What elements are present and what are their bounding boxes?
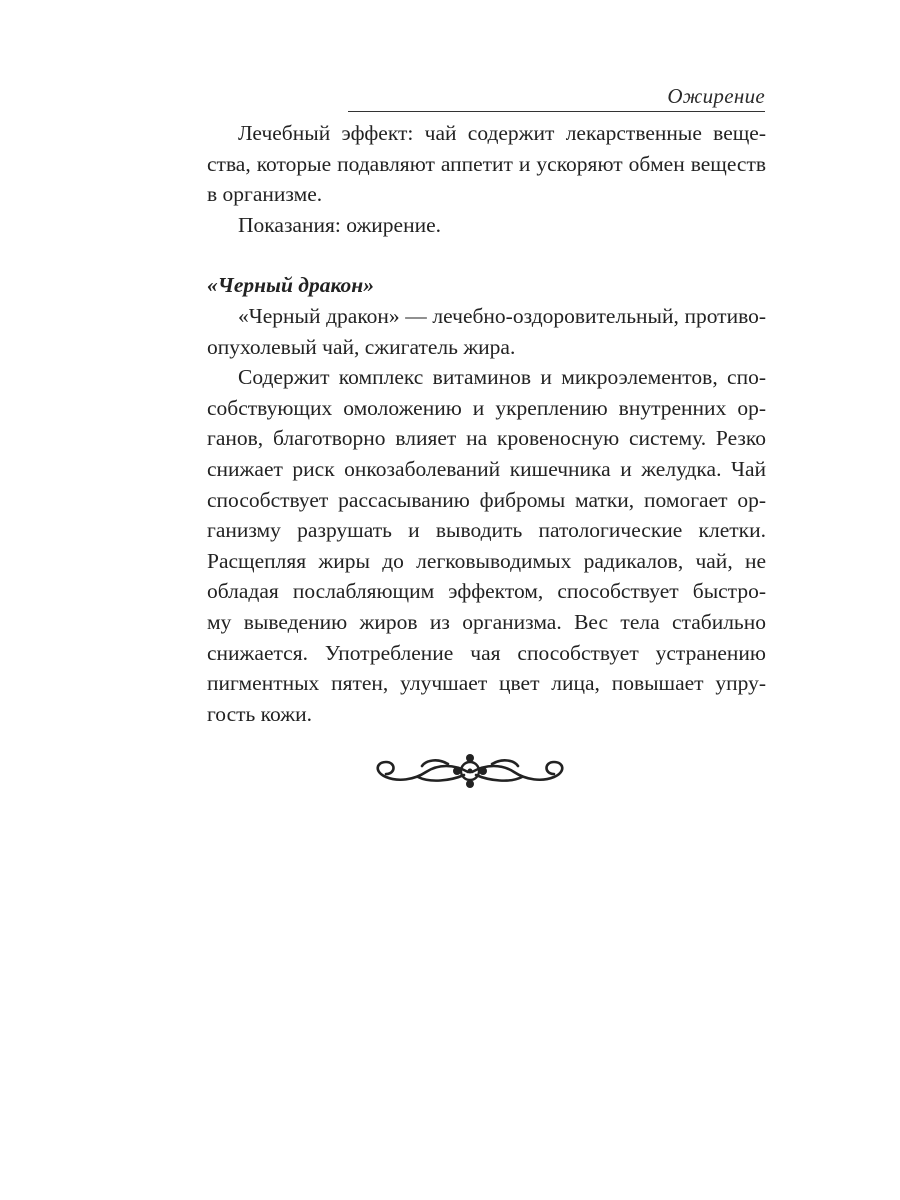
flourish-divider-icon [368, 750, 572, 792]
text-line: «Черный дракон» — лечебно-оздоровительный, противо- [238, 303, 766, 328]
header-rule [348, 111, 765, 112]
text-line: ганизму разрушать и выводить патологические клетки. [207, 518, 766, 543]
text-line: опухолевый чай, сжигатель жира. [207, 334, 516, 359]
text-line: пигментных пятен, улучшает цвет лица, повышает упру- [207, 671, 766, 696]
intro-paragraph [176, 301, 766, 362]
text-line: Расщепляя жиры до легковыводимых радикалов, чай, не [207, 548, 766, 573]
text-line: в организме. [207, 182, 323, 207]
section-spacer [176, 240, 766, 270]
text-line: ганов, благотворно влияет на кровеносную систему. Резко [207, 426, 766, 451]
text-line: снижается. Употребление чая способствует устранению [207, 640, 766, 665]
text-line: му выведению жиров из организма. Вес тела стабильно [207, 609, 766, 634]
effect-paragraph [176, 118, 766, 210]
indications-paragraph [176, 210, 766, 241]
text-line: снижает риск онкозаболеваний кишечника и желудка. Чай [207, 456, 766, 481]
section-title: «Черный дракон» [207, 273, 374, 298]
text-line: обладая послабляющим эффектом, способствует быстро- [207, 579, 766, 604]
page-body [176, 118, 766, 729]
text-line: гость кожи. [207, 701, 312, 726]
text-line: Лечебный эффект: чай содержит лекарственные веще- [238, 121, 766, 145]
text-line: собствующих омоложению и укреплению внутренних ор- [207, 395, 766, 420]
text-line: способствует рассасыванию фибромы матки, помогает ор- [207, 487, 766, 512]
main-paragraph [176, 362, 766, 729]
text-line: Показания: ожирение. [238, 212, 442, 237]
text-line: Содержит комплекс витаминов и микроэлементов, спо- [238, 365, 766, 390]
text-line: ства, которые подавляют аппетит и ускоряют обмен веществ [207, 151, 766, 176]
running-header-title: Ожирение [667, 84, 765, 108]
